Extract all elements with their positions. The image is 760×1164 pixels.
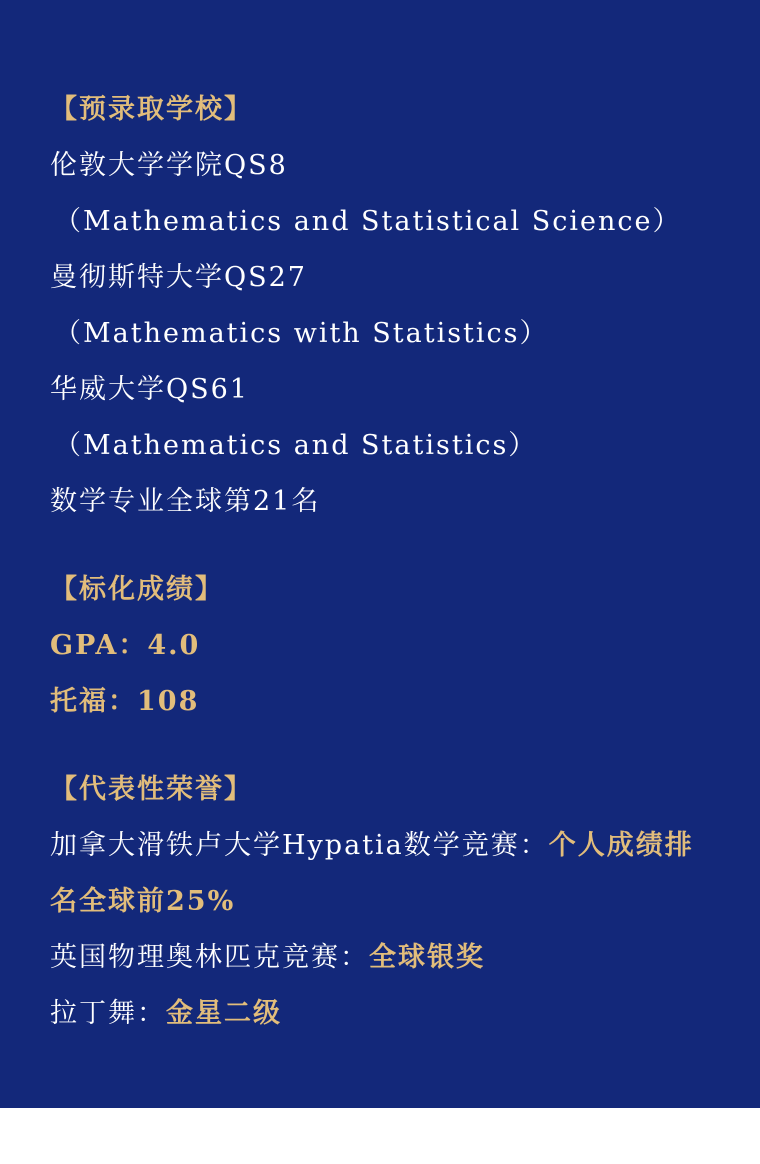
honor-item-3 bbox=[50, 994, 282, 1034]
honors-heading: 【代表性荣誉】 bbox=[50, 774, 253, 805]
honor-item-1 bbox=[50, 826, 694, 866]
honor-3-label: 拉丁舞： bbox=[50, 998, 166, 1029]
honor-1-highlight-continued: 名全球前25% bbox=[50, 886, 236, 917]
school-1-name: 伦敦大学学院QS8 bbox=[50, 150, 288, 181]
ranking-note: 数学专业全球第21名 bbox=[50, 486, 321, 517]
school-1-program: （Mathematics and Statistical Science） bbox=[54, 206, 682, 237]
honor-1-label: 加拿大滑铁卢大学Hypatia数学竞赛： bbox=[50, 830, 549, 861]
gpa-score: GPA：4.0 bbox=[50, 630, 201, 661]
scores-heading: 【标化成绩】 bbox=[50, 574, 224, 605]
admission-heading: 【预录取学校】 bbox=[50, 94, 253, 125]
honor-1-highlight: 个人成绩排 bbox=[548, 830, 694, 861]
honor-3-highlight: 金星二级 bbox=[166, 998, 282, 1029]
school-2-name: 曼彻斯特大学QS27 bbox=[50, 262, 307, 293]
school-3-name: 华威大学QS61 bbox=[50, 374, 249, 405]
school-2-program: （Mathematics with Statistics） bbox=[54, 318, 549, 349]
honor-2-highlight: 全球银奖 bbox=[369, 942, 485, 973]
honor-2-label: 英国物理奥林匹克竞赛： bbox=[50, 942, 369, 973]
honor-item-2 bbox=[50, 938, 485, 978]
school-3-program: （Mathematics and Statistics） bbox=[54, 430, 538, 461]
toefl-score: 托福：108 bbox=[50, 686, 200, 717]
